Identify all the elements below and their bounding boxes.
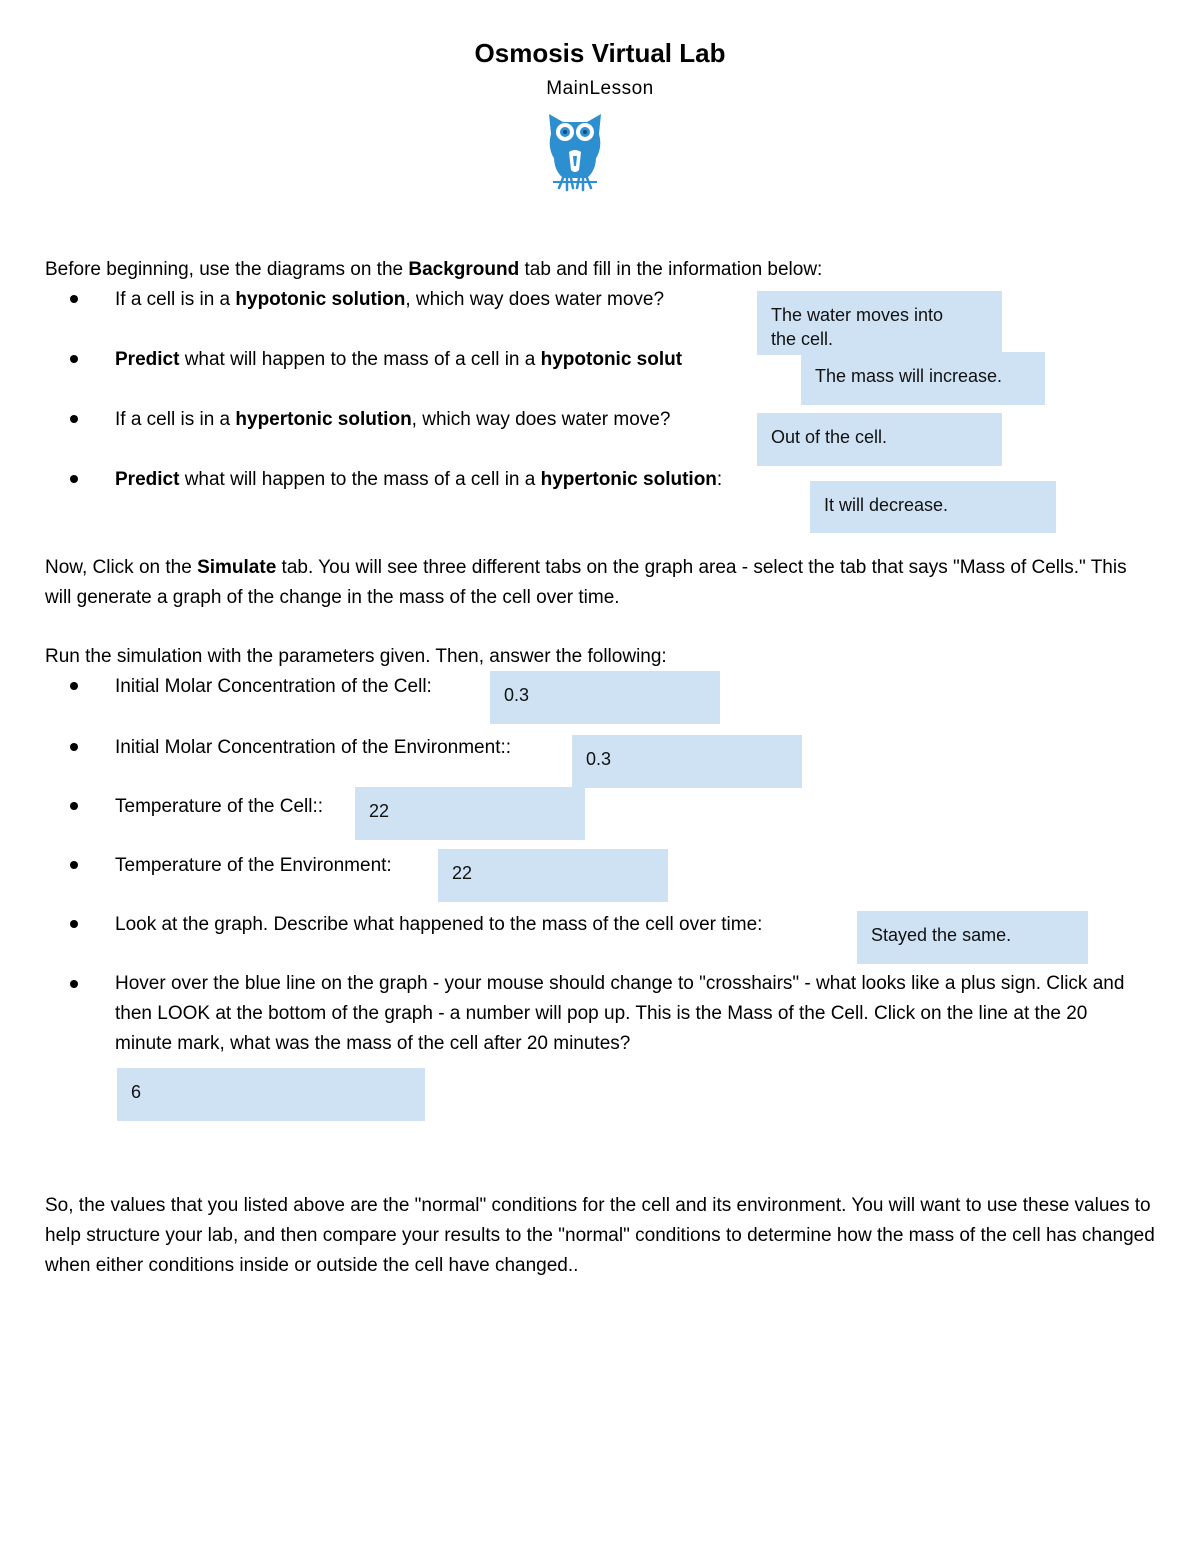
question-mass-over-time: Look at the graph. Describe what happened to the mass of the cell over time:	[115, 914, 763, 935]
answer-hypotonic-mass[interactable]	[801, 352, 1045, 405]
q-bold: Predict	[115, 469, 180, 490]
q-bold: hypertonic solution	[235, 409, 412, 430]
answer-environment-concentration[interactable]	[572, 735, 802, 788]
question-hypertonic-water	[115, 405, 670, 435]
q-text: :	[716, 469, 723, 490]
bullet-icon	[70, 295, 78, 303]
page-title: Osmosis Virtual Lab	[474, 38, 726, 68]
page-subtitle: MainLesson	[546, 78, 654, 99]
intro-text-pre: Before beginning, use the diagrams on the	[45, 259, 409, 280]
answer-text: 22	[369, 801, 390, 821]
answer-text: The mass will increase.	[815, 366, 1003, 386]
question-cell-concentration: Initial Molar Concentration of the Cell:	[115, 676, 432, 697]
answer-cell-temperature[interactable]	[355, 787, 585, 840]
answer-environment-temperature[interactable]	[438, 849, 668, 902]
q-text: what will happen to the mass of a cell in a	[179, 469, 541, 490]
answer-hypotonic-water[interactable]	[757, 291, 1002, 355]
bullet-icon	[70, 802, 78, 810]
answer-cell-concentration[interactable]	[490, 671, 720, 724]
question-environment-concentration: Initial Molar Concentration of the Environment::	[115, 737, 512, 758]
question-cell-temperature: Temperature of the Cell::	[115, 796, 324, 817]
bullet-icon	[70, 355, 78, 363]
q-bold: Predict	[115, 349, 180, 370]
answer-text: the cell.	[771, 329, 834, 349]
question-hypotonic-water	[115, 285, 664, 315]
closing-paragraph: So, the values that you listed above are the "normal" conditions for the cell and its environment. You will want to use these values to help structure your lab, and then compare your results to the "normal" conditions to determine how the mass of the cell has changed when either conditions inside or outside the cell have changed..	[45, 1195, 1155, 1276]
simulate-instructions	[45, 553, 1157, 613]
answer-text: 0.3	[504, 685, 530, 705]
bullet-icon	[70, 980, 78, 988]
q-bold: hypotonic solut	[540, 349, 683, 370]
q-text: what will happen to the mass of a cell in a	[179, 349, 541, 370]
answer-mass-at-20-min[interactable]	[117, 1068, 425, 1121]
bullet-icon	[70, 682, 78, 690]
para-bold: Simulate	[197, 557, 277, 578]
para-text: Now, Click on the	[45, 557, 198, 578]
answer-text: The water moves into	[771, 305, 944, 325]
intro-instructions	[45, 255, 822, 285]
q-text: , which way does water move?	[411, 409, 671, 430]
answer-text: 22	[452, 863, 473, 883]
answer-text: Out of the cell.	[771, 427, 888, 447]
question-hypotonic-mass	[115, 345, 682, 375]
q-bold: hypotonic solution	[235, 289, 406, 310]
bullet-icon	[70, 743, 78, 751]
q-text: If a cell is in a	[115, 289, 236, 310]
bullet-icon	[70, 415, 78, 423]
answer-hypertonic-mass[interactable]	[810, 481, 1056, 533]
bullet-icon	[70, 920, 78, 928]
q-text: , which way does water move?	[405, 289, 665, 310]
run-simulation-intro: Run the simulation with the parameters given. Then, answer the following:	[45, 646, 667, 667]
bullet-icon	[70, 475, 78, 483]
intro-text-bold: Background	[408, 259, 520, 280]
question-environment-temperature: Temperature of the Environment:	[115, 855, 392, 876]
q-text: If a cell is in a	[115, 409, 236, 430]
answer-text: 6	[131, 1082, 142, 1102]
answer-text: Stayed the same.	[871, 925, 1012, 945]
answer-text: It will decrease.	[824, 495, 949, 515]
para-text: tab. You will see three different tabs on the graph area - select the tab that says "Mass of Cells." This will generate a graph of the change in the mass of the cell over time.	[45, 557, 1127, 608]
answer-mass-over-time[interactable]	[857, 911, 1088, 964]
question-hypertonic-mass	[115, 465, 722, 495]
answer-hypertonic-water[interactable]	[757, 413, 1002, 466]
q-bold: hypertonic solution	[540, 469, 717, 490]
bullet-icon	[70, 861, 78, 869]
intro-text-post: tab and fill in the information below:	[519, 259, 823, 280]
question-mass-at-20-min: Hover over the blue line on the graph - your mouse should change to "crosshairs" - what looks like a plus sign. Click and then LOOK at the bottom of the graph - a number will pop up. This is the Mass of the Cell. Click on the line at the 20 minute mark, what was the mass of the cell after 20 minutes?	[115, 973, 1125, 1054]
answer-text: 0.3	[586, 749, 612, 769]
owl-logo-icon	[543, 108, 607, 192]
